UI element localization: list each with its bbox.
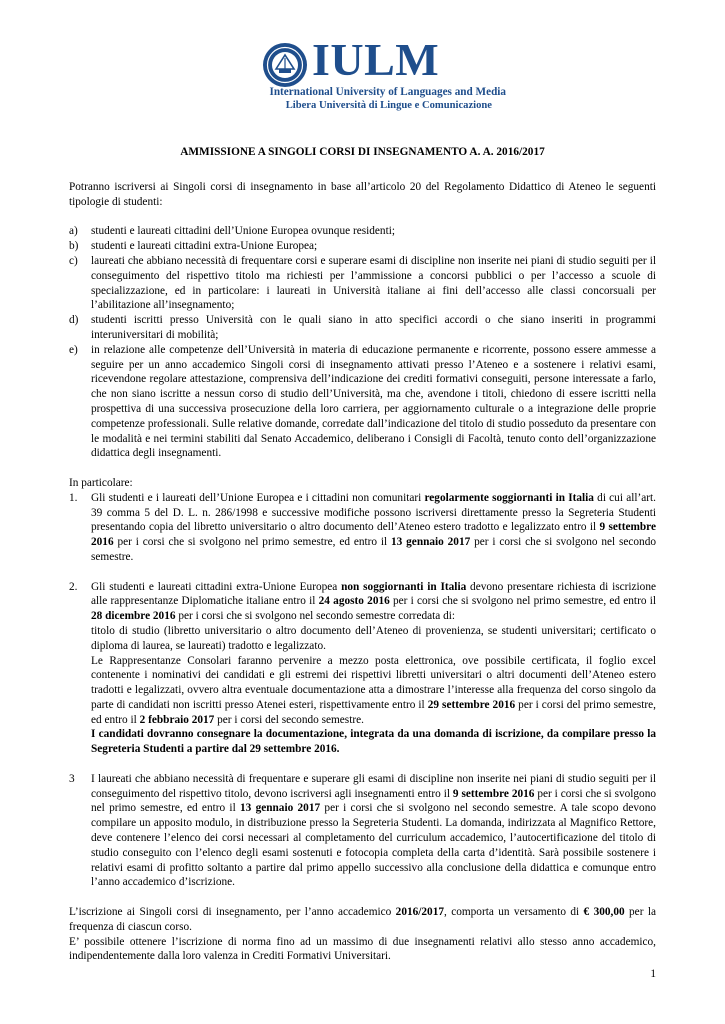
list-item <box>69 239 656 254</box>
list-item <box>69 343 656 461</box>
iulm-logo <box>262 34 512 114</box>
list-marker: d) <box>69 314 79 327</box>
intro-paragraph: Potranno iscriversi ai Singoli corsi di insegnamento in base all’articolo 20 del Regolamento Didattico di Ateneo le seguenti tipologie di studenti: <box>69 181 656 208</box>
list-item <box>69 224 656 239</box>
student-categories-list <box>69 224 656 461</box>
list-marker: 3 <box>69 772 75 785</box>
logo-subtitle-en: International University of Languages and Media <box>269 86 506 98</box>
logo-subtitle-it: Libera Università di Lingue e Comunicazione <box>285 100 492 111</box>
item-paragraph: I laureati che abbiano necessità di frequentare e superare gli esami di discipline non inserite nei piani di studio seguiti per il conseguimento del rispettivo titolo, devono iscriversi agli insegnamenti entro il 9 settembre 2016 per i corsi che si svolgono nel primo semestre, ed entro il 13 gennaio 2017 per i corsi che si svolgono nel secondo semestre. A tale scopo devono compilare un apposito modulo, in distribuzione presso la Segreteria Studenti. La domanda, indirizzata al Magnifico Rettore, deve contenere l’elenco dei corsi necessari al completamento del curriculum accademico, l’autocertificazione del titolo di studio conseguito con l’elenco degli esami sostenuti e fotocopia completa della carta d’identità. Sarà possibile sostenere i relativi esami di profitto soltanto a partire dal primo appello successivo alla conclusione della didattica e comunque entro l’anno accademico d’iscrizione. <box>91 772 657 889</box>
item-paragraph-bold: I candidati dovranno consegnare la documentazione, integrata da una domanda di iscrizione, da compilare presso la Segreteria Studenti a partire dal 29 settembre 2016. <box>91 728 656 756</box>
document-title: AMMISSIONE A SINGOLI CORSI DI INSEGNAMENTO A. A. 2016/2017 <box>180 146 545 158</box>
numbered-item-2 <box>69 580 656 758</box>
page-number: 1 <box>650 968 656 980</box>
list-item-text: laureati che abbiano necessità di frequentare corsi e superare esami di discipline non inserite nei piani di studio seguiti per il conseguimento del rispettivo titolo ma richiesti per l’ammissione a concorsi pubblici o per l’accesso a scuole di specializzazione, ed in particolare: i laureati in Università italiane ai fini dell’accesso alle classi concorsuali per l’abilitazione all’insegnamento; <box>91 254 656 312</box>
item-paragraph: titolo di studio (libretto universitario o altro documento dell’Ateneo di provenienza, se studenti universitari; certificato o diploma di laurea, se laureati) tradotto e legalizzato. <box>91 624 656 652</box>
list-marker: b) <box>69 240 79 253</box>
list-item-text: studenti e laureati cittadini dell’Unione Europea ovunque residenti; <box>91 225 395 238</box>
list-item <box>69 313 656 343</box>
university-seal-icon <box>262 42 308 88</box>
list-marker: e) <box>69 343 78 356</box>
numbered-item-3 <box>69 772 656 890</box>
fee-paragraph: L’iscrizione ai Singoli corsi di insegnamento, per l’anno accademico 2016/2017, comporta un versamento di € 300,00 per la frequenza di ciascun corso. <box>69 906 656 933</box>
item-paragraph: Gli studenti e laureati cittadini extra-Unione Europea non soggiornanti in Italia devono presentare richiesta di iscrizione alle rappresentanze Diplomatiche italiane entro il 24 agosto 2016 per i corsi che si svolgono nel primo semestre, ed entro il 28 dicembre 2016 per i corsi che si svolgono nel secondo semestre corredata di: <box>91 580 656 623</box>
list-item-text: in relazione alle competenze dell’Università in materia di educazione permanente e ricorrente, possono essere ammesse a seguire per un anno accademico Singoli corsi di insegnamento attivati presso l’Ateneo e a sostenere i relativi esami, ricevendone regolare attestazione, comprensiva dell’indicazione dei crediti formativi conseguiti, persone interessate a farlo, che non siano iscritte a nessun corso di studio dell’Università, ma che, avendone i titoli, chiedono di essere iscritti nella prospettiva di una successiva prosecuzione della loro carriera, per aggiornamento culturale o a integrazione delle proprie competenze professionali. Sulle relative domande, corredate dall’indicazione del titolo di studio posseduto da presentare con le modalità e nei termini stabiliti dal Senato Accademico, deliberano i Consigli di Facoltà, tenuto conto dell’organizzazione didattica degli insegnamenti. <box>91 343 656 460</box>
logo-wordmark: IULM <box>312 34 440 85</box>
in-particolare-heading: In particolare: <box>69 476 133 489</box>
list-item <box>69 254 656 313</box>
item-paragraph: Gli studenti e i laureati dell’Unione Europea e i cittadini non comunitari regolarmente soggiornanti in Italia di cui all’art. 39 comma 5 del D. L. n. 286/1998 e successive modifiche possono iscriversi direttamente presso la Segreteria Studenti presentando copia del libretto universitario o altro documento dell’Ateneo estero tradotto e legalizzato entro il 9 settembre 2016 per i corsi che si svolgono nel primo semestre, ed entro il 13 gennaio 2017 per i corsi che si svolgono nel secondo semestre. <box>91 491 656 563</box>
list-item-text: studenti iscritti presso Università con le quali siano in atto specifici accordi o che siano inseriti in programmi interuniversitari di mobilità; <box>91 314 656 341</box>
item-paragraph: Le Rappresentanze Consolari faranno pervenire a mezzo posta elettronica, ove possibile certificata, il foglio excel contenente i nominativi dei candidati e gli estremi dei rispettivi libretti universitari o altri documenti dell’Ateneo estero tradotti e legalizzati, ovvero altra eventuale documentazione atta a dimostrare l’interesse alla frequenza del corso singolo da parte di candidati non iscritti presso Atenei esteri, rispettivamente entro il 29 settembre 2016 per i corsi del primo semestre, ed entro il 2 febbraio 2017 per i corsi del secondo semestre. <box>91 654 656 726</box>
limit-paragraph: E’ possibile ottenere l’iscrizione di norma fino ad un massimo di due insegnamenti relativi allo stesso anno accademico, indipendentemente dalla loro valenza in Crediti Formativi Universitari. <box>69 935 656 963</box>
list-marker: 2. <box>69 580 78 593</box>
list-marker: 1. <box>69 491 78 504</box>
list-item-text: studenti e laureati cittadini extra-Unione Europea; <box>91 240 318 253</box>
document-body <box>69 180 656 964</box>
list-marker: a) <box>69 225 78 238</box>
list-marker: c) <box>69 254 78 267</box>
numbered-item-1 <box>69 491 656 565</box>
